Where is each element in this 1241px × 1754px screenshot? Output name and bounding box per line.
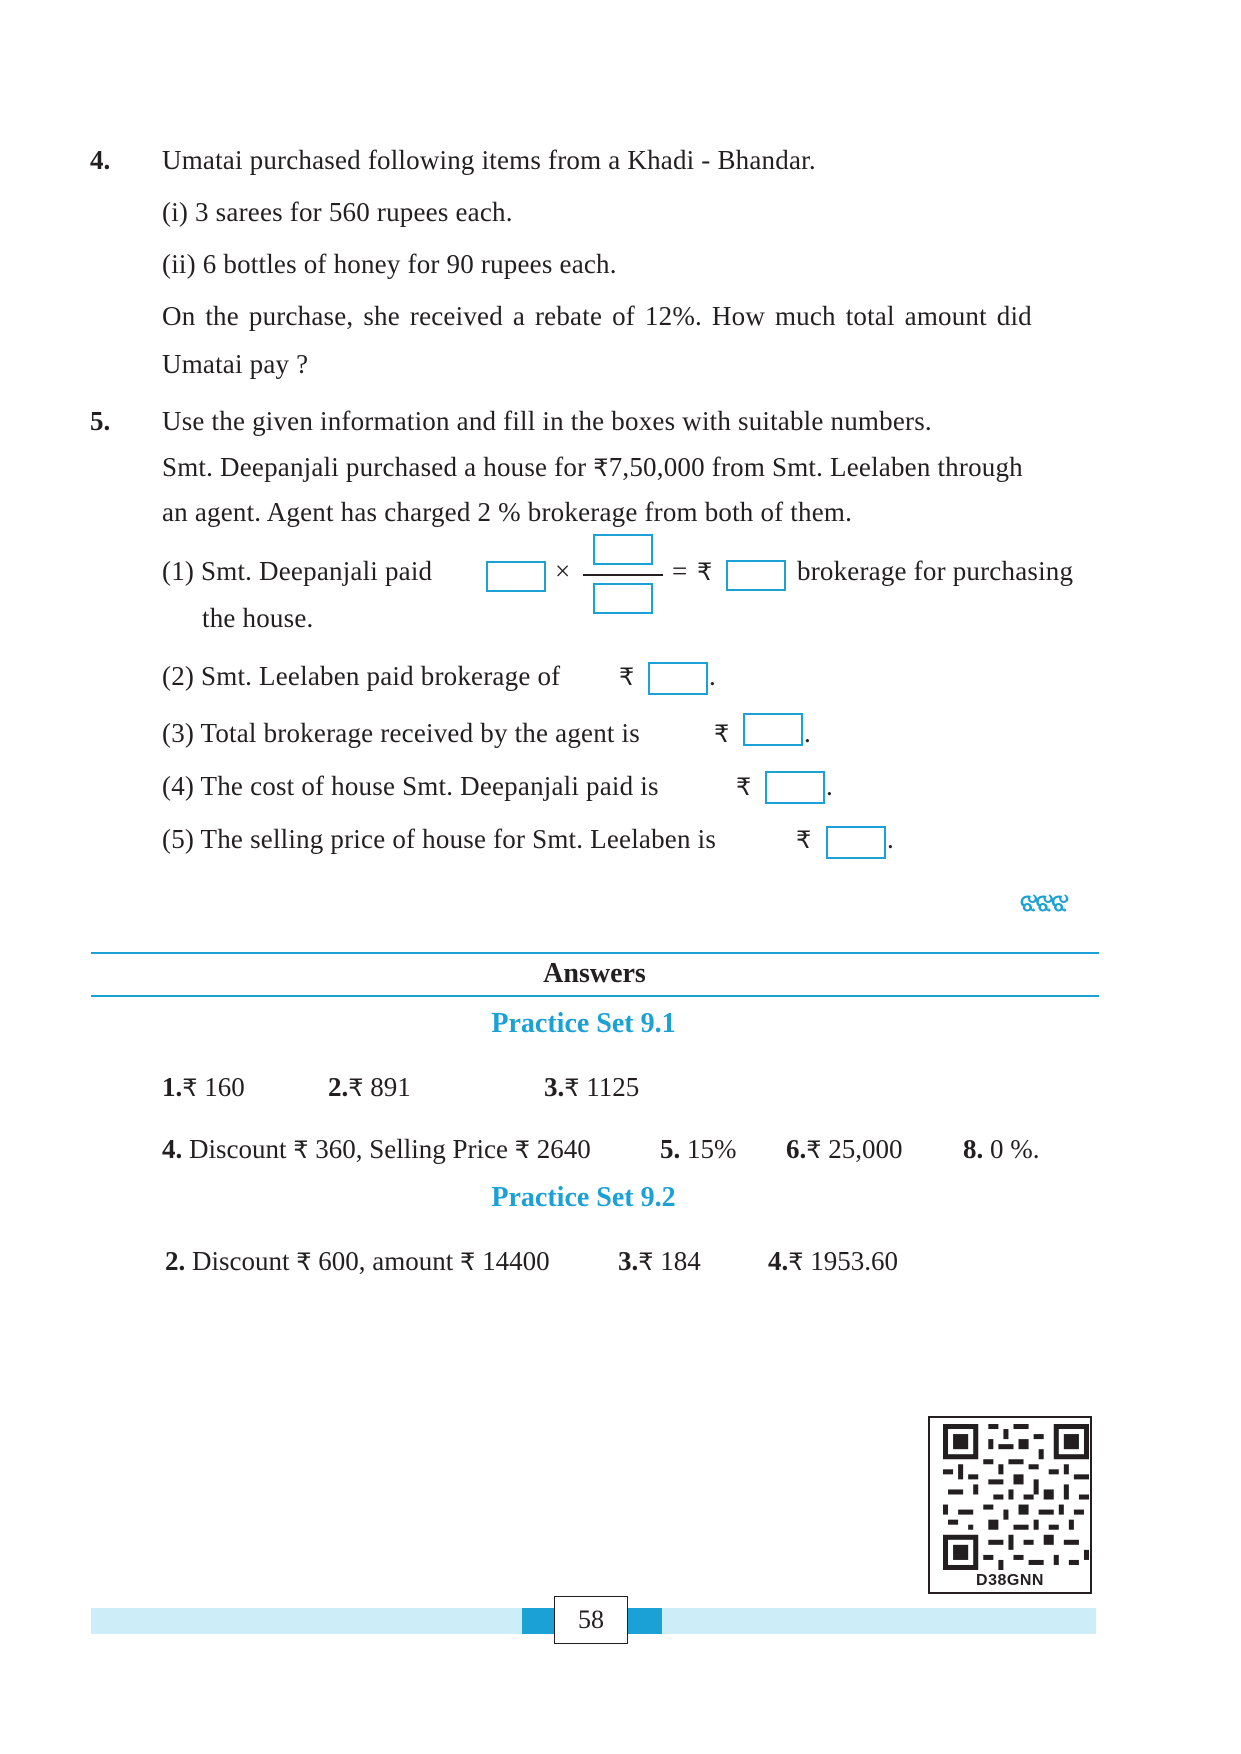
q5-part1-text3: the house.	[202, 603, 314, 633]
q4-line2-text: On the purchase, she received a rebate of 12%. How much total amount did	[162, 301, 1032, 331]
equals-sign: =	[672, 556, 688, 586]
qr-code[interactable]	[928, 1416, 1092, 1594]
rupee-icon: ₹	[514, 1136, 531, 1164]
q5-line2	[162, 452, 1023, 483]
answer-number: 5.	[660, 1134, 681, 1164]
rupee-icon: ₹	[182, 1074, 198, 1102]
rupee-icon: ₹	[736, 773, 752, 801]
page-number: 58	[554, 1596, 628, 1644]
answer-number: 4.	[162, 1134, 183, 1164]
qr-code-label: D38GNN	[976, 1572, 1044, 1589]
rupee-icon: ₹	[293, 1136, 309, 1164]
rupee-icon: ₹	[296, 1248, 312, 1276]
fraction-bar	[583, 574, 663, 576]
q5-part1-text: (1) Smt. Deepanjali paid	[162, 556, 433, 586]
q5-part4-text: (4) The cost of house Smt. Deepanjali paid is	[162, 771, 659, 801]
answer-value: 15%	[687, 1134, 737, 1164]
q5-line3: an agent. Agent has charged 2 % brokerage from both of them.	[162, 497, 853, 527]
q5-line1: Use the given information and fill in the boxes with suitable numbers.	[162, 406, 932, 436]
answer-value: 184	[660, 1246, 701, 1276]
answer-value: 0 %.	[990, 1134, 1040, 1164]
rupee-icon: ₹	[638, 1248, 654, 1276]
answer-value: 360, Selling Price	[315, 1134, 509, 1164]
q5-part1-text2: brokerage for purchasing	[797, 556, 1074, 586]
answer-box-3[interactable]	[743, 713, 803, 746]
answer-value: 1125	[586, 1072, 640, 1102]
rupee-icon: ₹	[806, 1136, 822, 1164]
q4-item1: (i) 3 sarees for 560 rupees each.	[162, 197, 513, 227]
answer-9-1-5	[660, 1134, 737, 1165]
period: .	[709, 661, 716, 691]
answer-box-2[interactable]	[648, 662, 708, 695]
answer-9-2-3	[618, 1246, 701, 1277]
period: .	[826, 771, 833, 801]
answer-value: 2640	[536, 1134, 591, 1164]
rupee-icon: ₹	[460, 1248, 476, 1276]
answer-number: 1.	[162, 1072, 183, 1102]
rupee-icon: ₹	[697, 558, 713, 586]
rupee-icon: ₹	[564, 1074, 580, 1102]
qr-code-icon	[936, 1424, 1096, 1570]
answer-9-1-8	[963, 1134, 1040, 1165]
q5-part3-text: (3) Total brokerage received by the agent is	[162, 718, 640, 748]
answer-box-numerator[interactable]	[593, 534, 653, 565]
answer-value: 1953.60	[810, 1246, 899, 1276]
question-number-5: 5.	[90, 406, 111, 436]
answers-top-rule	[91, 952, 1099, 954]
q5-part2-text: (2) Smt. Leelaben paid brokerage of	[162, 661, 561, 691]
q4-line1: Umatai purchased following items from a Khadi - Bhandar.	[162, 145, 816, 175]
q4-line3: Umatai pay ?	[162, 349, 309, 379]
answer-value: 600, amount	[318, 1246, 454, 1276]
answer-number: 3.	[544, 1072, 565, 1102]
q5-line2b: 7,50,000 from Smt. Leelaben through	[608, 452, 1023, 482]
answer-number: 3.	[618, 1246, 639, 1276]
rupee-icon: ₹	[788, 1248, 804, 1276]
answer-number: 6.	[786, 1134, 807, 1164]
answers-heading: Answers	[543, 958, 646, 989]
answer-box-4[interactable]	[765, 771, 825, 804]
answer-9-1-3	[544, 1072, 639, 1103]
q4-line2	[162, 301, 1097, 332]
q5-line2a: Smt. Deepanjali purchased a house for	[162, 452, 587, 482]
answer-9-2-4	[768, 1246, 898, 1277]
answer-9-1-6	[786, 1134, 903, 1165]
answers-bottom-rule	[91, 995, 1099, 997]
question-number-4: 4.	[90, 145, 111, 175]
answer-9-1-1	[162, 1072, 245, 1103]
answer-value: 14400	[482, 1246, 550, 1276]
rupee-icon: ₹	[796, 826, 812, 854]
answer-number: 2.	[328, 1072, 349, 1102]
rupee-icon: ₹	[714, 720, 730, 748]
answer-box-5[interactable]	[826, 826, 886, 859]
period: .	[804, 718, 811, 748]
rupee-icon: ₹	[593, 454, 609, 482]
answer-text: Discount	[192, 1246, 290, 1276]
answer-number: 8.	[963, 1134, 984, 1164]
answer-number: 2.	[165, 1246, 186, 1276]
answer-box-denominator[interactable]	[593, 583, 653, 614]
rupee-icon: ₹	[619, 663, 635, 691]
answer-9-1-2	[328, 1072, 411, 1103]
answer-box-1a[interactable]	[486, 561, 546, 592]
rupee-icon: ₹	[348, 1074, 364, 1102]
period: .	[887, 824, 894, 854]
answer-value: 891	[370, 1072, 411, 1102]
times-sign: ×	[555, 556, 571, 586]
end-ornament-icon: ଝଝଝ	[1020, 888, 1067, 918]
practice-set-9-1-title: Practice Set 9.1	[491, 1008, 676, 1039]
answer-9-1-4	[162, 1134, 591, 1165]
answer-9-2-2	[165, 1246, 550, 1277]
q4-item2: (ii) 6 bottles of honey for 90 rupees each.	[162, 249, 617, 279]
answer-value: 25,000	[828, 1134, 903, 1164]
answer-text: Discount	[189, 1134, 287, 1164]
answer-value: 160	[204, 1072, 245, 1102]
practice-set-9-2-title: Practice Set 9.2	[491, 1182, 676, 1213]
q5-part5-text: (5) The selling price of house for Smt. Leelaben is	[162, 824, 717, 854]
answer-number: 4.	[768, 1246, 789, 1276]
answer-box-1b[interactable]	[726, 560, 786, 591]
